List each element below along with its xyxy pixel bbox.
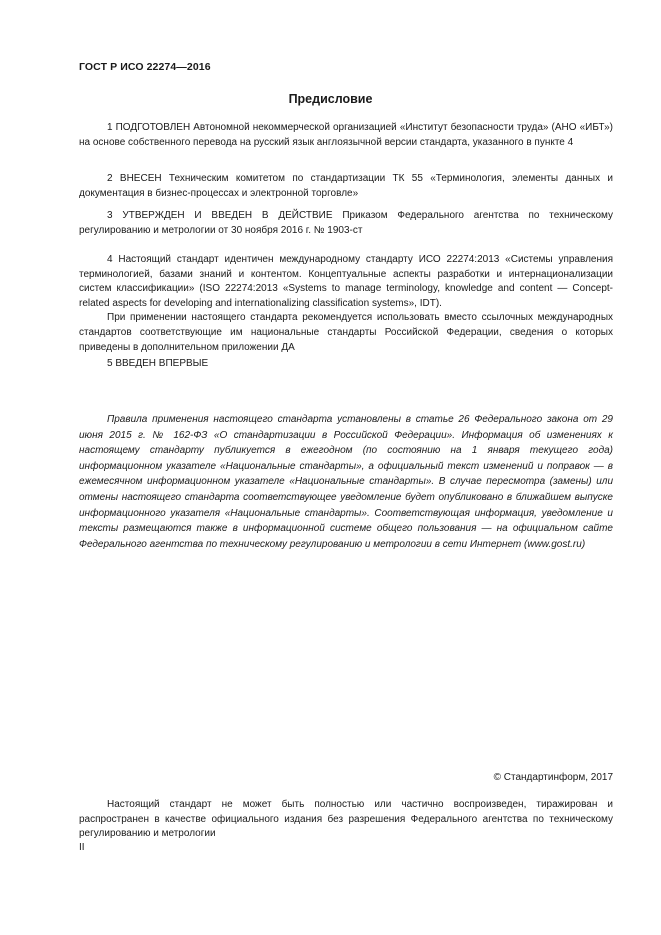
copyright-line: © Стандартинформ, 2017 xyxy=(493,772,613,783)
foreword-item-text: 2 ВНЕСЕН Техническим комитетом по стандартизации ТК 55 «Терминология, элементы данных и документация в бизнес-процессах и электронной торговле» xyxy=(79,173,613,199)
foreword-item-2 xyxy=(79,172,613,201)
foreword-item-text: 1 ПОДГОТОВЛЕН Автономной некоммерческой организацией «Институт безопасности труда» (АНО «ИБТ») на основе собственного перевода на русский язык англоязычной версии стандарта, указанного в пункте 4 xyxy=(79,122,613,148)
notice-text: Правила применения настоящего стандарта установлены в статье 26 Федерального закона от 29 июня 2015 г. № 162-ФЗ «О стандартизации в Российской Федерации». Информация об изменениях к настоящему стандарту публикуется в ежегодном (по состоянию на 1 января текущего года) информационном указателе «Национальные стандарты», а официальный текст изменений и поправок — в ежемесячном информационном указателе «Национальные стандарты». В случае пересмотра (замены) или отмены настоящего стандарта соответствующее уведомление будет опубликовано в ближайшем выпуске информационного указателя «Национальные стандарты». Соответствующая информация, уведомление и тексты размещаются также в информационной системе общего пользования — на официальном сайте Федерального агентства по техническому регулированию и метрологии в сети Интернет (www.gost.ru) xyxy=(79,414,613,550)
foreword-item-text: 3 УТВЕРЖДЕН И ВВЕДЕН В ДЕЙСТВИЕ Приказом Федерального агентства по техническому регулированию и метрологии от 30 ноября 2016 г. № 1903-ст xyxy=(79,210,613,236)
foreword-item-4 xyxy=(79,253,613,355)
application-notice xyxy=(79,412,613,552)
foreword-item-3 xyxy=(79,209,613,238)
foreword-item-1 xyxy=(79,121,613,150)
page-number: II xyxy=(79,842,85,853)
reproduction-notice xyxy=(79,798,613,842)
standard-code: ГОСТ Р ИСО 22274—2016 xyxy=(79,61,211,73)
foreword-item-text: 4 Настоящий стандарт идентичен международному стандарту ИСО 22274:2013 «Системы управления терминологией, базами знаний и контентом. Концептуальные аспекты разработки и интернационализации систем классификации» (ISO 22274:2013 «Systems to manage terminology, knowledge and content — Concept-related aspects for developing and internationalizing classification systems», IDT). xyxy=(79,254,613,309)
footer-text: Настоящий стандарт не может быть полностью или частично воспроизведен, тиражирован и распространен в качестве официального издания без разрешения Федерального агентства по техническому регулированию и метрологии xyxy=(79,799,613,840)
foreword-item-5 xyxy=(79,357,613,372)
foreword-item-text: 5 ВВЕДЕН ВПЕРВЫЕ xyxy=(107,358,209,369)
foreword-item-text: При применении настоящего стандарта рекомендуется использовать вместо ссылочных международных стандартов соответствующие им национальные стандарты Российской Федерации, сведения о которых приведены в дополнительном приложении ДА xyxy=(79,312,613,353)
foreword-title: Предисловие xyxy=(288,92,373,106)
